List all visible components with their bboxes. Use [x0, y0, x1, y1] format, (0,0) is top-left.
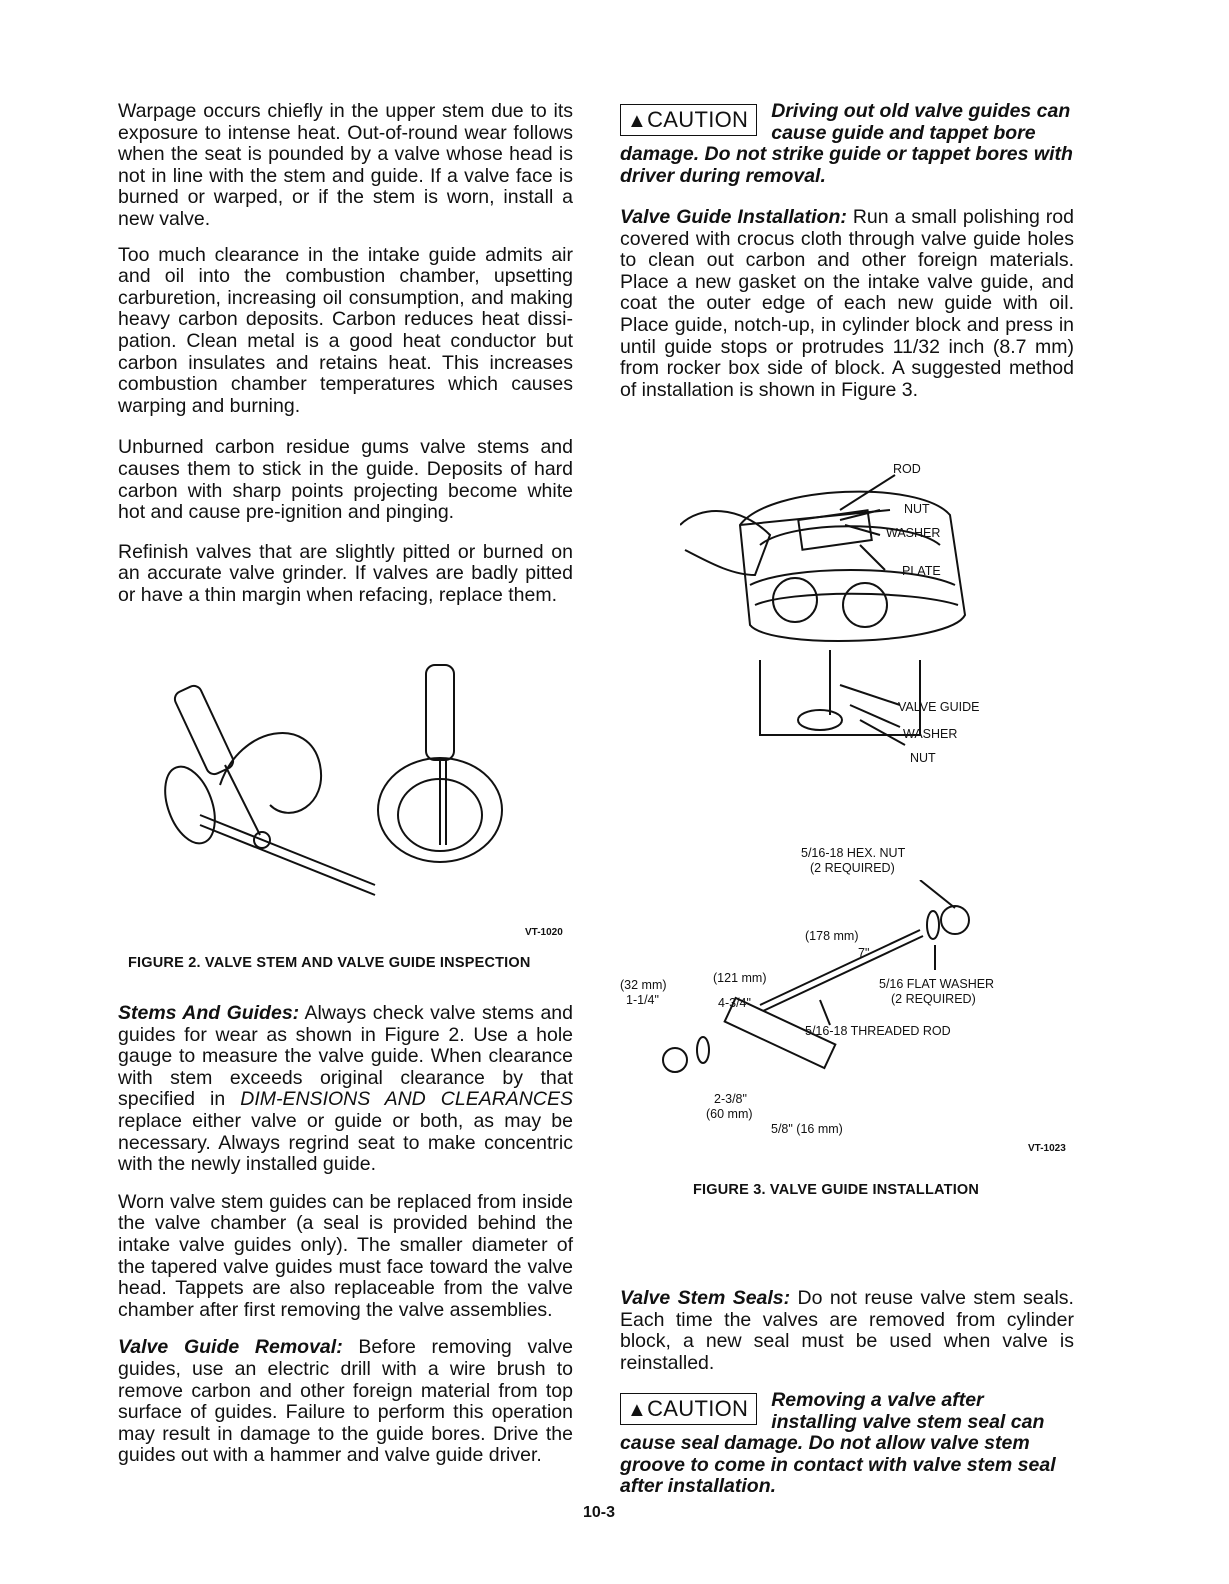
warning-triangle-icon: ▲ [627, 110, 648, 132]
paragraph-warpage: Warpage occurs chiefly in the upper stem due to its exposure to intense heat. Out-of-round wear follows when the seat is pounded by a valve whose head is not in line with the stem and guide. If a valve face is burned or warped, or if the stem is worn, install a new valve. [118, 100, 573, 230]
label-plate: PLATE [902, 564, 941, 578]
label-4-3-4: 4-3/4" [718, 996, 751, 1010]
label-washer-lower: WASHER [903, 727, 958, 741]
guide-removal-lead: Valve Guide Removal: [118, 1336, 343, 1359]
caution-badge: ▲CAUTION [620, 104, 757, 136]
left-column [118, 101, 573, 620]
label-flat-washer: 5/16 FLAT WASHER [879, 977, 995, 991]
figure-3-caption: FIGURE 3. VALVE GUIDE INSTALLATION [693, 1182, 980, 1198]
left-column-lower [118, 1003, 573, 1481]
hole-gauge-handle [172, 683, 235, 776]
hex-nut-bottom [663, 1048, 687, 1072]
hand [680, 511, 770, 575]
label-flat-washer-qty: (2 REQUIRED) [891, 992, 976, 1006]
caution-driving-guides: ▲CAUTION Driving out old valve guides can cause guide and tappet bore damage. Do not strike guide or tappet bores with driver during removal. [620, 100, 1073, 187]
right-column-lower [620, 1288, 1074, 1512]
paragraph-clearance: Too much clearance in the intake guide admits air and oil into the combustion chamber, upsetting carburetion, increasing oil consumption, and making heavy carbon deposits. Carbon reduces heat dissi-pation. Clean metal is a good heat conductor but carbon insulates and retains heat. This increases combustion chamber temperatures which causes warping and burning. [118, 243, 573, 417]
figure-2-illustration [150, 655, 570, 915]
label-32mm: (32 mm) [620, 978, 667, 992]
page-number: 10-3 [583, 1504, 616, 1521]
paragraph-valve-stem-seals: Valve Stem Seals: Do not reuse valve stem seals. Each time the valves are removed from cylinder block, a new seal must be used when valve is reinstalled. [620, 1287, 1074, 1374]
caution-valve-seal: ▲CAUTION Removing a valve after installing valve stem seal can cause seal damage. Do not allow valve stem groove to come in contact with valve stem seal after installation. [620, 1389, 1056, 1498]
paragraph-refinish: Refinish valves that are slightly pitted or burned on an accurate valve grinder. If valves are badly pitted or have a thin margin when refacing, replace them. [118, 540, 573, 606]
label-washer: WASHER [886, 526, 941, 540]
figure-2-caption: FIGURE 2. VALVE STEM AND VALVE GUIDE INSPECTION [128, 955, 531, 971]
gauge-handle-right [426, 665, 454, 760]
label-hex-nut: 5/16-18 HEX. NUT [801, 846, 906, 860]
label-7in: 7" [858, 946, 870, 960]
dimensions-reference: DIM-ENSIONS AND CLEARANCES [240, 1088, 573, 1111]
right-column [620, 101, 1074, 415]
label-2-3-8: 2-3/8" [714, 1092, 747, 1106]
paragraph-guide-installation: Valve Guide Installation: Run a small polishing rod covered with crocus cloth through valve guide holes to clean out carbon and other foreign materials. Place a new gasket on the intake valve guide, and coat the outer edge of each new guide with oil. Place guide, notch-up, in cylinder block and press in until guide stops or protrudes 11/32 inch (8.7 mm) from rocker box side of block. A suggested method of installation is shown in Figure 3. [620, 206, 1074, 401]
label-nut: NUT [904, 502, 930, 516]
label-nut-lower: NUT [910, 751, 936, 765]
figure-2-code: VT-1020 [525, 927, 563, 938]
caution-badge-2: ▲CAUTION [620, 1393, 757, 1425]
figure-3-code: VT-1023 [1028, 1143, 1066, 1154]
flat-washer-top [927, 911, 939, 939]
label-178mm: (178 mm) [805, 929, 859, 943]
valve-guide-bowl [220, 733, 321, 813]
stems-guides-lead: Stems And Guides: [118, 1002, 300, 1024]
guide-installation-lead: Valve Guide Installation: [620, 206, 847, 228]
paragraph-carbon-residue: Unburned carbon residue gums valve stems and causes them to stick in the guide. Deposits of hard carbon with sharp points projecting become white hot and cause pre-ignition and pinging. [118, 436, 573, 524]
valve-stem [200, 815, 375, 885]
valve-stem-seals-lead: Valve Stem Seals: [620, 1287, 791, 1309]
label-60mm: (60 mm) [706, 1107, 753, 1121]
paragraph-stems-guides: Stems And Guides: Always check valve stems and guides for wear as shown in Figure 2. Use a hole gauge to measure the valve guide. When clearance with stem exceeds original clearance by that specified in DIM-ENSIONS AND CLEARANCES replace either valve or guide or both, as may be necessary. Always regrind seat to make concentric with the newly installed guide. [118, 1002, 573, 1176]
warning-triangle-icon-2: ▲ [627, 1399, 648, 1422]
figure-3-cylinder-illustration [680, 465, 1010, 765]
label-1-1-4: 1-1/4" [626, 993, 659, 1007]
flat-washer-bottom [697, 1037, 709, 1063]
label-hex-nut-qty: (2 REQUIRED) [810, 861, 895, 875]
paragraph-guide-removal: Valve Guide Removal: Before removing valve guides, use an electric drill with a wire brush to remove carbon and other foreign material from top surface of guides. Failure to perform this operation may result in damage to the guide bores. Drive the guides out with a hammer and valve guide driver. [118, 1336, 573, 1467]
label-threaded-rod: 5/16-18 THREADED ROD [805, 1024, 951, 1038]
label-5-8: 5/8" (16 mm) [771, 1122, 843, 1136]
label-121mm: (121 mm) [713, 971, 767, 985]
hex-nut-top [941, 906, 969, 934]
label-rod: ROD [893, 462, 921, 476]
label-valve-guide: VALVE GUIDE [898, 700, 980, 714]
paragraph-worn-guides: Worn valve stem guides can be replaced from inside the valve chamber (a seal is provided behind the intake valve guides only). The smaller diameter of the tapered valve guides must face toward the valve head. Tappets are also replaceable from the valve chamber after first removing the valve assemblies. [118, 1190, 573, 1321]
